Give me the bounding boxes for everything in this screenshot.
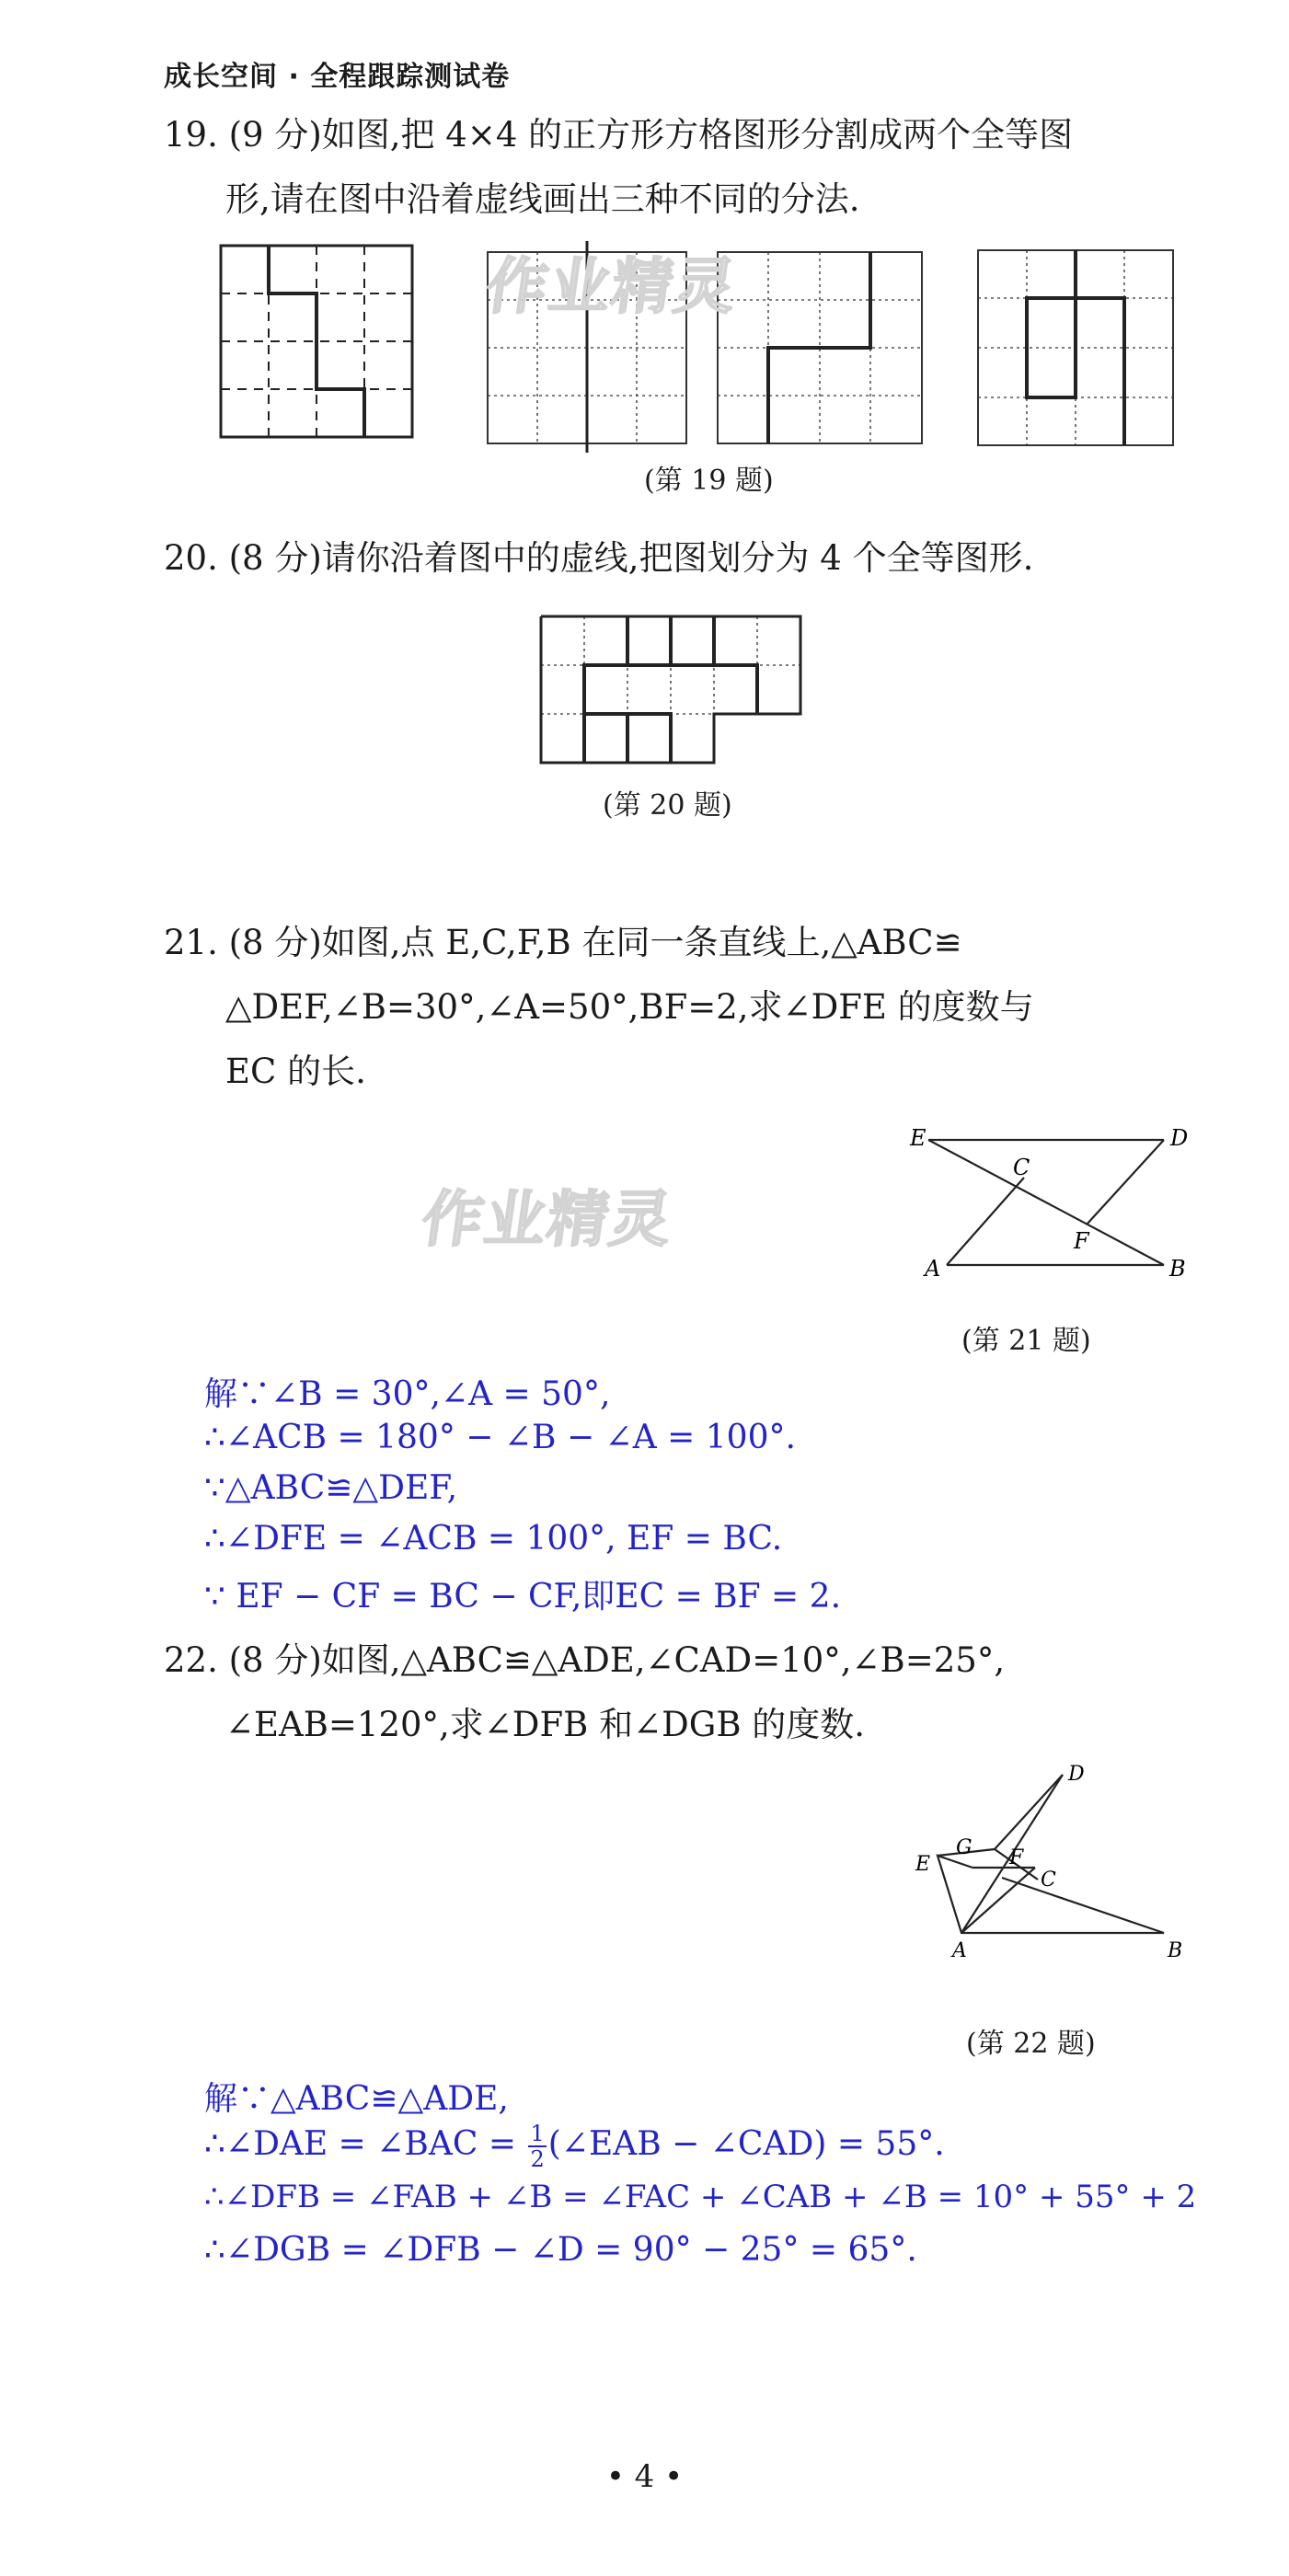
q19-grid-4 <box>978 250 1173 445</box>
q19-grid-3 <box>718 252 922 443</box>
q22-label-D: D <box>1068 1763 1085 1786</box>
q21-label-C: C <box>1013 1155 1030 1180</box>
q19-caption: (第 19 题) <box>644 465 774 497</box>
q21-solution-line4: ∴∠DFE = ∠ACB = 100°, EF = BC. <box>204 1520 783 1558</box>
q22-text-line1: 22. (8 分)如图,△ABC≌△ADE,∠CAD=10°,∠B=25°, <box>164 1640 1006 1680</box>
q21-solution-line1: 解∵∠B = 30°,∠A = 50°, <box>204 1375 611 1413</box>
watermark-1: 作业精灵 <box>481 251 742 322</box>
page-header: 成长空间 · 全程跟踪测试卷 <box>164 61 511 93</box>
q21-caption: (第 21 题) <box>961 1325 1091 1357</box>
q20-figure <box>534 612 810 777</box>
q19-text-line2: 形,请在图中沿着虚线画出三种不同的分法. <box>225 179 860 219</box>
q21-solution-line5: ∵ EF − CF = BC − CF,即EC = BF = 2. <box>204 1578 842 1616</box>
q22-solution-line4: ∴∠DGB = ∠DFB − ∠D = 90° − 25° = 65°. <box>204 2231 917 2269</box>
q21-label-F: F <box>1074 1228 1089 1254</box>
q20-text-line1: 20. (8 分)请你沿着图中的虚线,把图划分为 4 个全等图形. <box>164 538 1034 578</box>
q22-label-A: A <box>952 1939 967 1962</box>
q21-text-line3: EC 的长. <box>225 1052 366 1091</box>
q19-text-line1: 19. (9 分)如图,把 4×4 的正方形方格图形分割成两个全等图 <box>164 115 1074 155</box>
q20-caption: (第 20 题) <box>603 789 732 822</box>
q21-label-E: E <box>910 1125 926 1151</box>
q21-figure <box>906 1118 1201 1302</box>
q22-solution-line2-pre: ∴∠DAE = ∠BAC = <box>204 2125 527 2163</box>
q21-solution-line2: ∴∠ACB = 180° − ∠B − ∠A = 100°. <box>204 1419 796 1456</box>
q22-solution-line2 <box>204 2122 945 2171</box>
q21-solution-line3: ∵△ABC≌△DEF, <box>204 1469 458 1507</box>
q22-figure <box>897 1762 1191 1983</box>
q19-grid-1 <box>221 246 412 437</box>
q22-label-F: F <box>1009 1846 1024 1869</box>
q22-label-C: C <box>1041 1869 1056 1892</box>
q21-label-B: B <box>1169 1256 1186 1282</box>
q22-solution-line2-post: (∠EAB − ∠CAD) = 55°. <box>547 2125 945 2163</box>
watermark-2: 作业精灵 <box>417 1184 678 1255</box>
q22-solution-line1: 解∵△ABC≌△ADE, <box>204 2080 509 2118</box>
q22-caption: (第 22 题) <box>966 2028 1096 2060</box>
q22-label-E: E <box>915 1853 931 1876</box>
q21-label-A: A <box>925 1256 941 1282</box>
fraction-numerator: 1 <box>530 2121 545 2146</box>
q22-solution-fraction <box>528 2122 546 2171</box>
q21-text-line1: 21. (8 分)如图,点 E,C,F,B 在同一条直线上,△ABC≌ <box>164 923 962 962</box>
q22-label-B: B <box>1168 1939 1183 1962</box>
q21-label-D: D <box>1170 1125 1189 1151</box>
q22-label-G: G <box>956 1836 973 1859</box>
q22-solution-line3: ∴∠DFB = ∠FAB + ∠B = ∠FAC + ∠CAB + ∠B = 10° + 55° + 2 <box>204 2179 1197 2215</box>
fraction-denominator: 2 <box>530 2146 545 2172</box>
page-number: • 4 • <box>605 2458 684 2495</box>
q22-text-line2: ∠EAB=120°,求∠DFB 和∠DGB 的度数. <box>225 1705 866 1744</box>
q21-text-line2: △DEF,∠B=30°,∠A=50°,BF=2,求∠DFE 的度数与 <box>225 987 1034 1027</box>
